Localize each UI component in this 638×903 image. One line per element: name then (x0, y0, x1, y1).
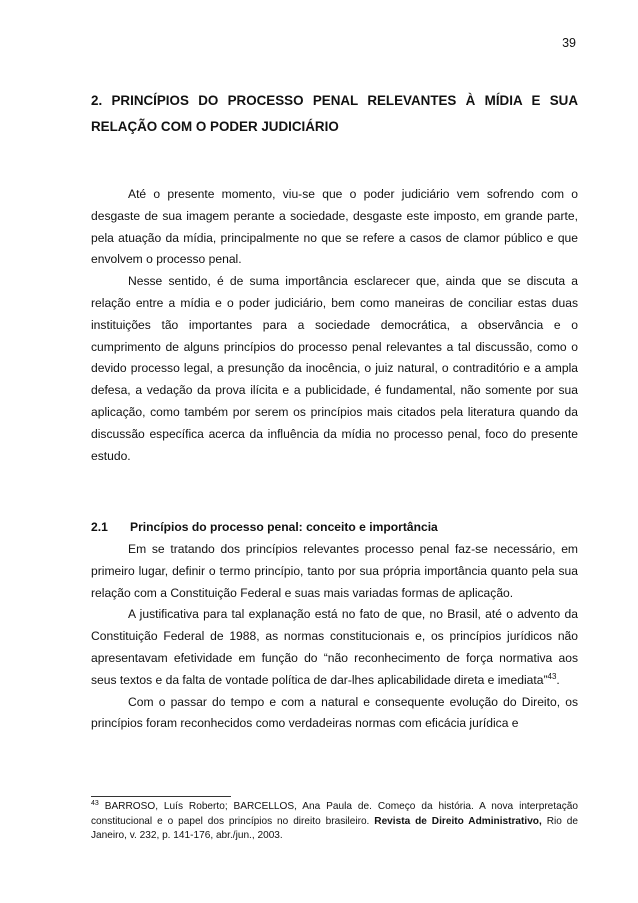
paragraph: Até o presente momento, viu-se que o poder judiciário vem sofrendo com o desgaste de sua imagem perante a sociedade, desgaste este imposto, em grande parte, pela atuação da mídia, principalmente no que se refere a casos de clamor público e que envolvem o processo penal. (91, 187, 578, 267)
footnote (91, 800, 578, 844)
footnote-text: BARROSO, Luís Roberto; BARCELLOS, Ana Paula de. Começo da história. A nova interpretação constitucional e o papel dos princípios no direito brasileiro. (91, 801, 578, 827)
paragraph: Em se tratando dos princípios relevantes processo penal faz-se necessário, em primeiro lugar, definir o termo princípio, tanto por sua própria importância quanto pela sua relação com a Constituição Federal e suas mais variadas formas de aplicação. (91, 542, 578, 600)
paragraph: Com o passar do tempo e com a natural e consequente evolução do Direito, os princípios foram reconhecidos como verdadeiras normas com eficácia jurídica e (91, 694, 578, 731)
section-heading (91, 517, 438, 539)
footnote-reference[interactable]: 43 (547, 671, 557, 681)
footnote-number: 43 (91, 800, 99, 807)
footnote-divider (91, 796, 231, 797)
intro-text (91, 184, 578, 467)
chapter-title: 2. PRINCÍPIOS DO PROCESSO PENAL RELEVANTES À MÍDIA E SUA RELAÇÃO COM O PODER JUDICIÁRIO (91, 93, 578, 134)
section-text (91, 539, 578, 735)
page-number: 39 (562, 36, 576, 50)
section-title: Princípios do processo penal: conceito e importância (130, 520, 438, 534)
paragraph-text: A justificativa para tal explanação está no fato de que, no Brasil, até o advento da Constituição Federal de 1988, as normas constitucionais e, os princípios jurídicos não apresentavam efetividade em função do “não reconhecimento de força normativa aos seus textos e da falta de vontade política de dar-lhes aplicabilidade direta e imediata” (91, 607, 578, 687)
paragraph (91, 604, 578, 691)
paragraph: Nesse sentido, é de suma importância esclarecer que, ainda que se discuta a relação entre a mídia e o poder judiciário, bem como maneiras de conciliar estas duas instituições tão importantes para a sociedade democrática, a observância e o cumprimento de alguns princípios do processo penal relevantes a tal discussão, como o devido processo legal, a presunção da inocência, o juiz natural, o contraditório e a ampla defesa, a vedação da prova ilícita e a publicidade, é fundamental, não somente por sua aplicação, como também por serem os princípios mais citados pela literatura quando da discussão específica acerca da influência da mídia no processo penal, foco do presente estudo. (91, 274, 578, 463)
paragraph-end: . (556, 672, 560, 687)
section-number: 2.1 (91, 520, 108, 534)
footnote-journal: Revista de Direito Administrativo, (374, 815, 542, 827)
footnote-text-end: Rio de Janeiro, v. 232, p. 141-176, abr./jun., 2003. (91, 815, 578, 842)
